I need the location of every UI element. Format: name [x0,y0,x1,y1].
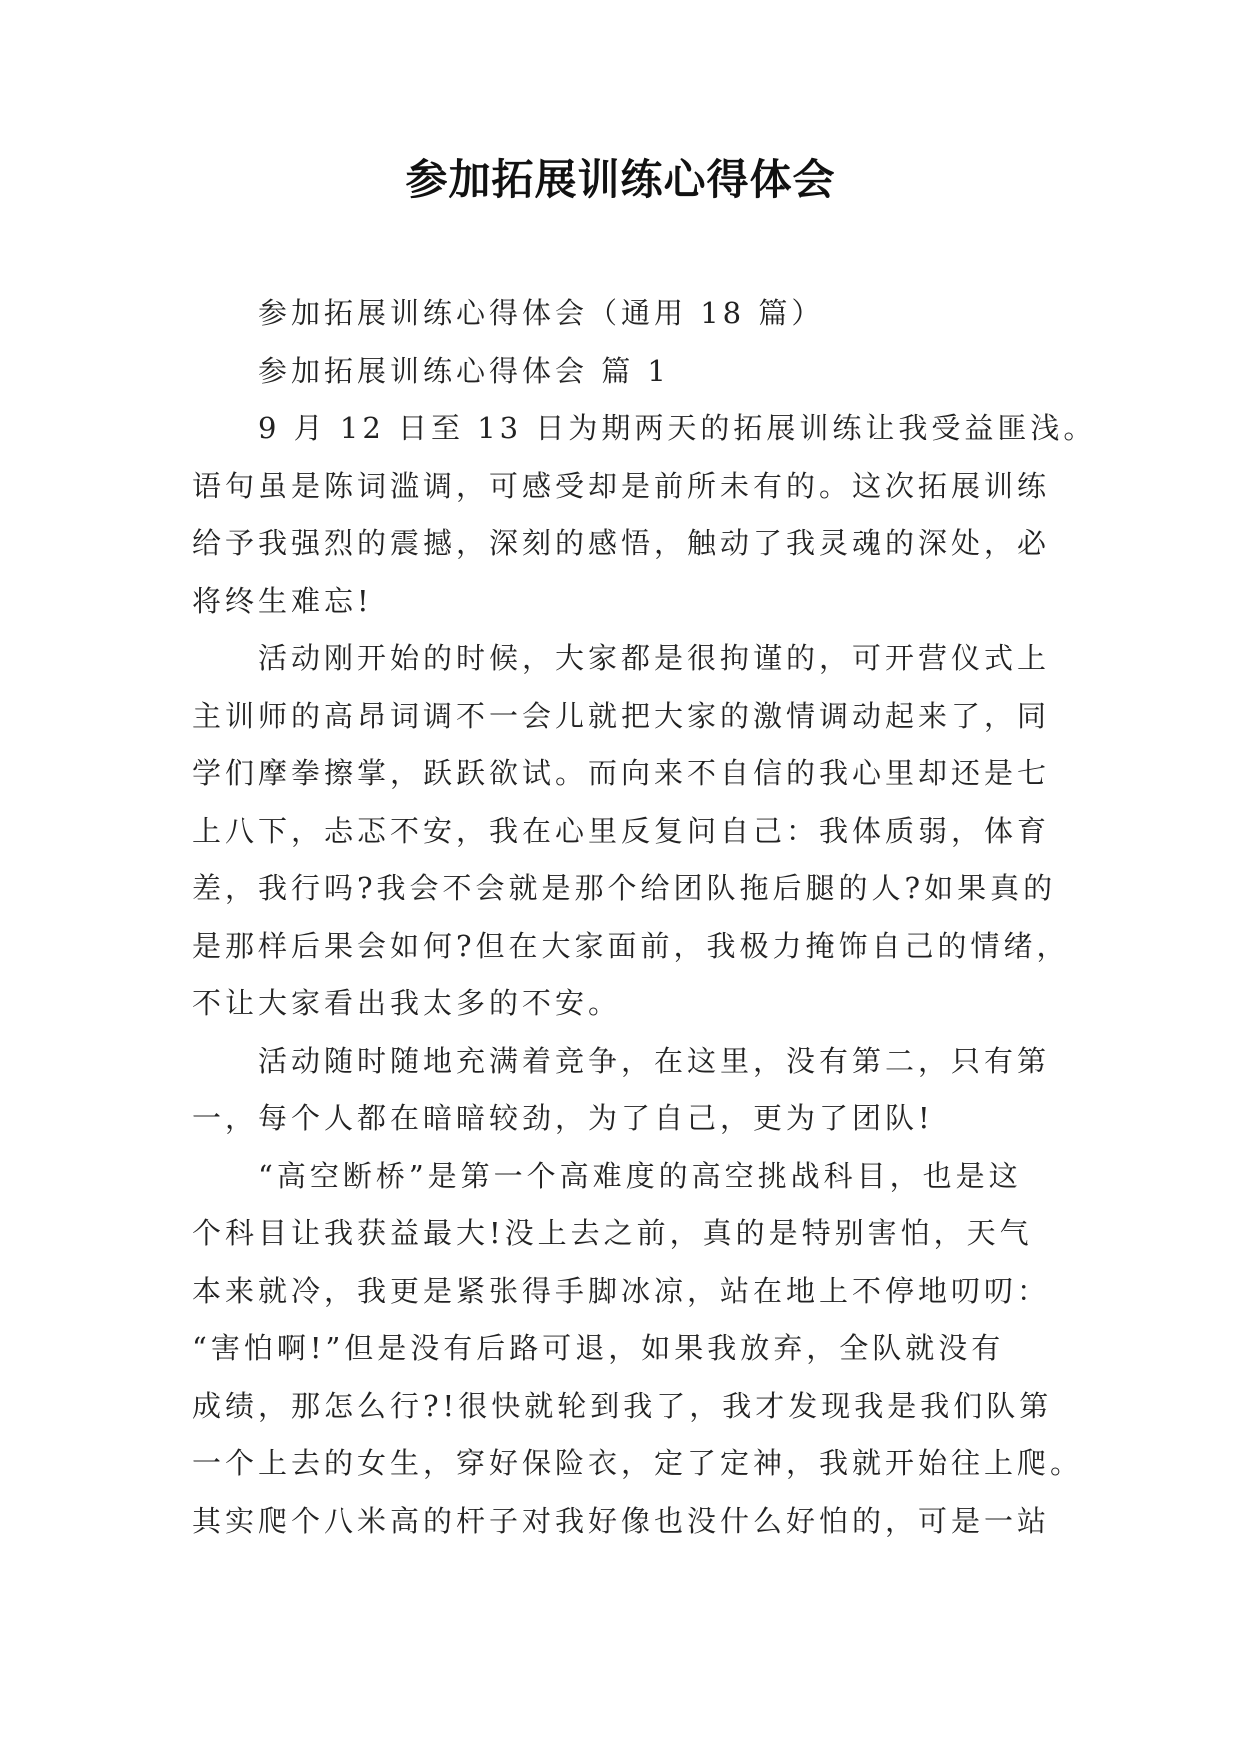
text-line: 9 月 12 日至 13 日为期两天的拓展训练让我受益匪浅。 [258,411,1097,445]
text-line: 差，我行吗?我会不会就是那个给团队拖后腿的人?如果真的 [192,871,1057,905]
text-line: 是那样后果会如何?但在大家面前，我极力掩饰自己的情绪， [192,928,1070,963]
text-line: 本来就冷，我更是紧张得手脚冰凉，站在地上不停地叨叨： [192,1273,1051,1308]
paragraph [192,630,1070,1033]
paragraph-section-heading [192,343,1052,401]
text-line: 个科目让我获益最大!没上去之前，真的是特别害怕，天气 [192,1216,1033,1250]
text-line: 活动刚开始的时候，大家都是很拘谨的，可开营仪式上 [258,641,1051,675]
text-line: 一，每个人都在暗暗较劲，为了自己，更为了团队! [192,1101,934,1135]
text-line: “害怕啊!”但是没有后路可退，如果我放弃，全队就没有 [192,1331,1005,1365]
paragraph [192,400,1097,630]
text-line: 将终生难忘! [192,583,373,618]
text-line: 学们摩拳擦掌，跃跃欲试。而向来不自信的我心里却还是七 [192,756,1051,790]
text-line: 一个上去的女生，穿好保险衣，定了定神，我就开始往上爬。 [192,1446,1084,1480]
text-line: 成绩，那怎么行?!很快就轮到我了，我才发现我是我们队第 [192,1388,1053,1423]
text-line: 参加拓展训练心得体会 篇 1 [258,353,670,388]
paragraph [192,1148,1084,1551]
text-line: 主训师的高昂词调不一会儿就把大家的激情调动起来了，同 [192,698,1051,733]
document-title: 参加拓展训练心得体会 [405,155,836,204]
text-line: 不让大家看出我太多的不安。 [192,986,622,1020]
text-line: 活动随时随地充满着竞争，在这里，没有第二，只有第 [258,1043,1051,1078]
paragraph [192,1033,1052,1148]
text-line: 给予我强烈的震撼，深刻的感悟，触动了我灵魂的深处，必 [192,526,1051,560]
text-line: 上八下，忐忑不安，我在心里反复问自己：我体质弱，体育 [192,813,1051,848]
text-line: 参加拓展训练心得体会（通用 18 篇） [258,296,825,330]
text-line: 语句虽是陈词滥调，可感受却是前所未有的。这次拓展训练 [192,468,1051,503]
text-line: “高空断桥”是第一个高难度的高空挑战科目，也是这 [258,1158,1022,1193]
text-line: 其实爬个八米高的杆子对我好像也没什么好怕的，可是一站 [192,1503,1051,1538]
paragraph-subtitle [192,285,1052,343]
document-body [192,285,1097,1550]
